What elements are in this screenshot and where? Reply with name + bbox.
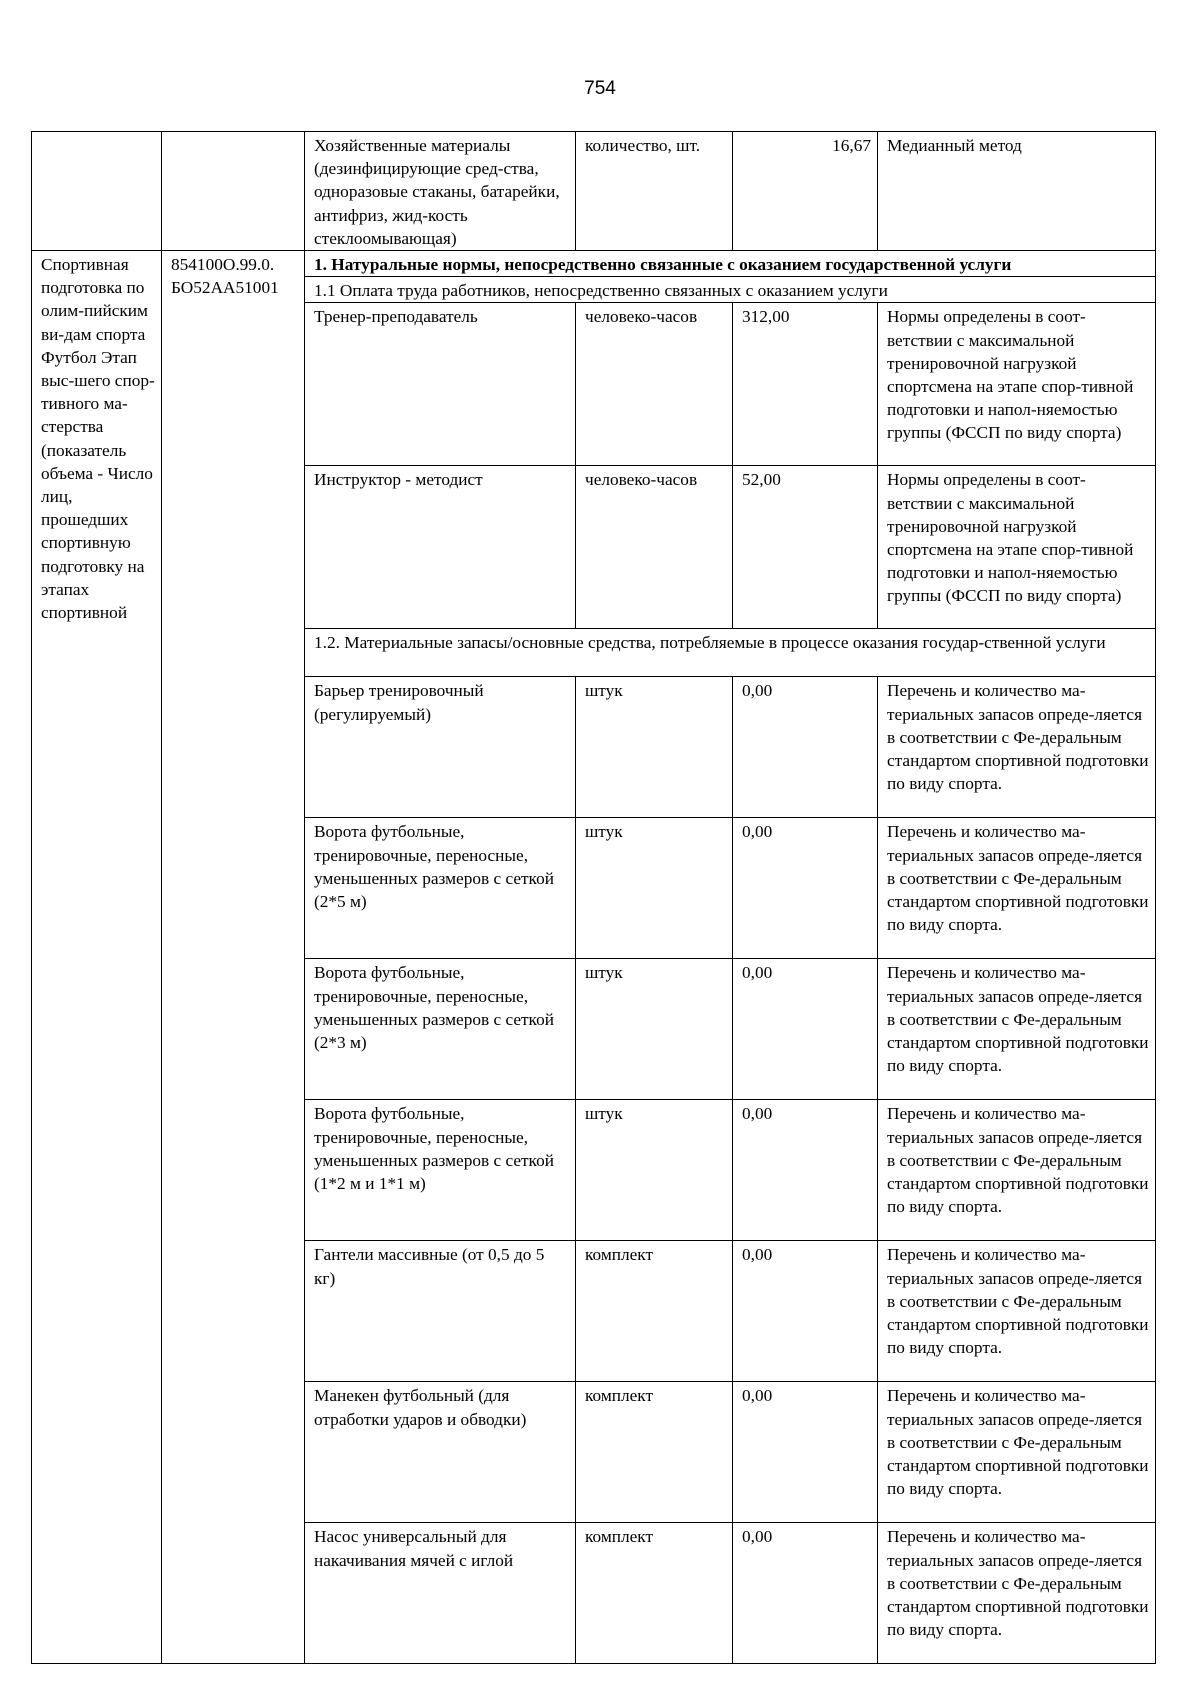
item-name: Ворота футбольные, тренировочные, переносные, уменьшенных размеров с сеткой (2*3 м) <box>305 959 576 1100</box>
item-note: Перечень и количество ма-териальных запасов опреде-ляется в соответствии с Фе-деральным стандартом спортивной подготовки по виду спорта. <box>878 1382 1156 1523</box>
service-code: 854100О.99.0. БО52АА51001 <box>162 251 305 1664</box>
item-unit: комплект <box>576 1382 733 1523</box>
item-note: Медианный метод <box>878 132 1156 251</box>
item-note: Перечень и количество ма-териальных запасов опреде-ляется в соответствии с Фе-деральным стандартом спортивной подготовки по виду спорта. <box>878 677 1156 818</box>
item-unit: штук <box>576 677 733 818</box>
item-value: 0,00 <box>733 959 878 1100</box>
item-note: Перечень и количество ма-териальных запасов опреде-ляется в соответствии с Фе-деральным стандартом спортивной подготовки по виду спорта. <box>878 1100 1156 1241</box>
item-unit: количество, шт. <box>576 132 733 251</box>
item-value: 312,00 <box>733 303 878 466</box>
item-value: 0,00 <box>733 1523 878 1664</box>
item-unit: штук <box>576 1100 733 1241</box>
item-name: Ворота футбольные, тренировочные, переносные, уменьшенных размеров с сеткой (1*2 м и 1*1 м) <box>305 1100 576 1241</box>
item-note: Перечень и количество ма-териальных запасов опреде-ляется в соответствии с Фе-деральным стандартом спортивной подготовки по виду спорта. <box>878 818 1156 959</box>
item-value: 0,00 <box>733 818 878 959</box>
item-value: 0,00 <box>733 1100 878 1241</box>
item-unit: человеко-часов <box>576 303 733 466</box>
item-value: 16,67 <box>733 132 878 251</box>
section-heading: 1. Натуральные нормы, непосредственно связанные с оказанием государственной услуги <box>305 251 1156 277</box>
item-name: Насос универсальный для накачивания мячей с иглой <box>305 1523 576 1664</box>
item-unit: штук <box>576 959 733 1100</box>
subsection-heading: 1.2. Материальные запасы/основные средства, потребляемые в процессе оказания государ-ственной услуги <box>305 629 1156 677</box>
empty-cell <box>32 132 162 251</box>
item-value: 0,00 <box>733 1382 878 1523</box>
item-name: Гантели массивные (от 0,5 до 5 кг) <box>305 1241 576 1382</box>
page-number: 754 <box>584 78 616 99</box>
item-note: Перечень и количество ма-териальных запасов опреде-ляется в соответствии с Фе-деральным стандартом спортивной подготовки по виду спорта. <box>878 959 1156 1100</box>
table-row <box>32 132 1156 251</box>
item-name: Барьер тренировочный (регулируемый) <box>305 677 576 818</box>
item-unit: штук <box>576 818 733 959</box>
item-value: 52,00 <box>733 466 878 629</box>
item-name: Хозяйственные материалы (дезинфицирующие сред-ства, одноразовые стаканы, батарейки, антифриз, жид-кость стеклоомывающая) <box>305 132 576 251</box>
item-value: 0,00 <box>733 677 878 818</box>
item-unit: комплект <box>576 1241 733 1382</box>
item-note: Нормы определены в соот-ветствии с максимальной тренировочной нагрузкой спортсмена на этапе спор-тивной подготовки и напол-няемостью группы (ФССП по виду спорта) <box>878 303 1156 466</box>
item-note: Перечень и количество ма-териальных запасов опреде-ляется в соответствии с Фе-деральным стандартом спортивной подготовки по виду спорта. <box>878 1523 1156 1664</box>
item-name: Тренер-преподаватель <box>305 303 576 466</box>
empty-cell <box>162 132 305 251</box>
subsection-heading: 1.1 Оплата труда работников, непосредственно связанных с оказанием услуги <box>305 277 1156 303</box>
service-name: Спортивная подготовка по олим-пийским ви-дам спорта Футбол Этап выс-шего спор-тивного ма-стерства (показатель объема - Число лиц, прошедших спортивную подготовку на этапах спортивной <box>32 251 162 1664</box>
item-unit: комплект <box>576 1523 733 1664</box>
item-value: 0,00 <box>733 1241 878 1382</box>
item-name: Манекен футбольный (для отработки ударов и обводки) <box>305 1382 576 1523</box>
norms-table <box>31 131 1156 1664</box>
item-unit: человеко-часов <box>576 466 733 629</box>
table-row <box>32 251 1156 277</box>
item-name: Ворота футбольные, тренировочные, переносные, уменьшенных размеров с сеткой (2*5 м) <box>305 818 576 959</box>
item-note: Перечень и количество ма-териальных запасов опреде-ляется в соответствии с Фе-деральным стандартом спортивной подготовки по виду спорта. <box>878 1241 1156 1382</box>
item-note: Нормы определены в соот-ветствии с максимальной тренировочной нагрузкой спортсмена на этапе спор-тивной подготовки и напол-няемостью группы (ФССП по виду спорта) <box>878 466 1156 629</box>
item-name: Инструктор - методист <box>305 466 576 629</box>
